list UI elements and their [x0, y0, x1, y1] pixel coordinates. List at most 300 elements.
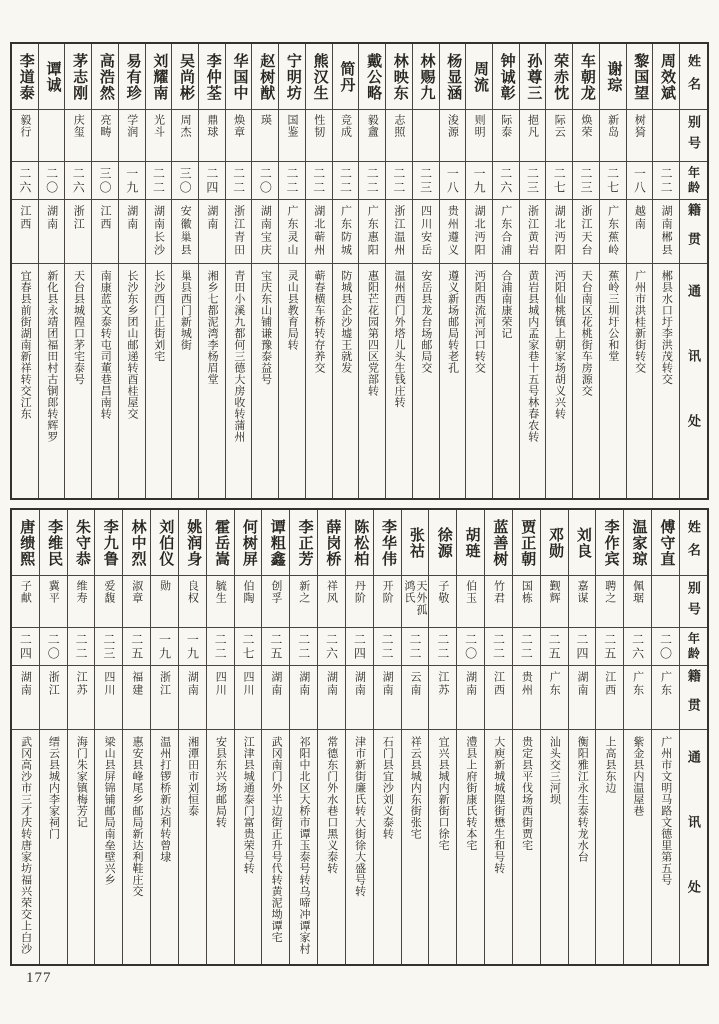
address-cell: [146, 264, 172, 498]
person-column: [595, 510, 623, 964]
row-label-name: [680, 44, 707, 110]
address-cell-text: 惠安县峰尾乡邮局新达利鞋庄交: [130, 736, 143, 897]
alias-cell: [172, 110, 198, 162]
alias-cell: [402, 576, 429, 628]
name-cell-text: 华国中: [231, 52, 248, 101]
name-cell-text: 薛岗桥: [324, 518, 341, 567]
address-cell-text: 广州市文明马路文德里第五号: [659, 736, 672, 886]
alias-cell-text: 竞成: [339, 114, 352, 138]
name-cell: [39, 44, 65, 110]
address-cell-text: 长沙西门正街刘宅: [152, 270, 165, 362]
address-cell-text: 蕲春横车桥转存养交: [313, 270, 326, 374]
name-cell-text: 周流: [471, 60, 488, 93]
name-cell-text: 林映东: [391, 52, 408, 101]
alias-cell: [279, 110, 305, 162]
address-cell-text: 巢县西门新城街: [179, 270, 192, 351]
name-cell: [573, 44, 599, 110]
alias-cell-text: 庆玺: [72, 114, 85, 138]
age-cell: [151, 628, 178, 666]
native-cell-text: 江西: [18, 205, 31, 231]
alias-cell-text: 则明: [473, 114, 486, 138]
name-cell-text: 易有珍: [124, 52, 141, 101]
age-cell-text: 二七: [241, 632, 256, 661]
alias-cell-text: 维寿: [75, 580, 88, 604]
person-column: [12, 44, 38, 498]
name-cell: [290, 510, 317, 576]
age-cell: [12, 162, 38, 200]
native-cell-text: 湖南: [269, 671, 282, 697]
native-cell: [318, 666, 345, 730]
native-cell-text: 湖南宝庆: [259, 205, 272, 257]
name-cell-text: 贾正朝: [519, 518, 536, 567]
name-cell: [226, 44, 252, 110]
page-number: 177: [26, 970, 52, 986]
native-cell-text: 湖北蕲州: [312, 205, 325, 257]
native-cell-text: 四川: [102, 671, 115, 697]
native-cell: [573, 200, 599, 264]
age-cell: [40, 628, 67, 666]
age-cell: [386, 162, 412, 200]
alias-cell: [386, 110, 412, 162]
age-cell: [573, 162, 599, 200]
address-cell: [600, 264, 626, 498]
address-cell-text: 江津县城通泰门富贵荣号转: [242, 736, 255, 874]
person-column: [289, 510, 317, 964]
alias-cell: [179, 576, 206, 628]
alias-cell: [600, 110, 626, 162]
name-cell-text: 李道泰: [17, 52, 34, 101]
alias-cell: [262, 576, 289, 628]
alias-cell: [252, 110, 278, 162]
address-cell: [485, 730, 512, 964]
age-cell: [653, 162, 679, 200]
age-cell-text: 二五: [602, 632, 617, 661]
native-cell: [65, 200, 91, 264]
age-cell: [92, 162, 118, 200]
age-cell-text: 二二: [435, 632, 450, 661]
native-cell: [513, 666, 540, 730]
person-column: [234, 510, 262, 964]
native-cell: [652, 666, 679, 730]
age-cell-text: 二〇: [463, 632, 478, 661]
name-cell-text: 徐源: [435, 526, 452, 559]
person-column: [94, 510, 122, 964]
age-cell: [466, 162, 492, 200]
person-column: [401, 510, 429, 964]
name-cell: [65, 44, 91, 110]
native-cell: [40, 666, 67, 730]
alias-cell-text: 祥风: [325, 580, 338, 604]
alias-cell-text: 瑛: [259, 114, 272, 126]
name-cell: [485, 510, 512, 576]
person-column: [122, 510, 150, 964]
address-cell: [279, 264, 305, 498]
age-cell-text: 二二: [659, 166, 674, 195]
person-column: [118, 44, 145, 498]
age-cell: [546, 162, 572, 200]
age-cell: [520, 162, 546, 200]
alias-cell-text: 光斗: [152, 114, 165, 138]
address-cell: [119, 264, 145, 498]
alias-cell-text: 鼎球: [205, 114, 218, 138]
alias-cell-text: 觐辉: [548, 580, 561, 604]
age-cell: [624, 628, 651, 666]
age-cell-text: 二〇: [44, 166, 59, 195]
native-cell-text: 湖南: [297, 671, 310, 697]
name-cell: [279, 44, 305, 110]
address-cell-text: 防城县企沙墟王就发: [339, 270, 352, 374]
age-cell: [226, 162, 252, 200]
address-cell: [290, 730, 317, 964]
alias-cell-text: 浚源: [446, 114, 459, 138]
native-cell: [653, 200, 679, 264]
native-cell-text: 湖南: [381, 671, 394, 697]
alias-cell-text: 佩琚: [631, 580, 644, 604]
age-cell: [627, 162, 653, 200]
age-cell: [652, 628, 679, 666]
person-column: [358, 44, 385, 498]
address-cell-text: 紫金县内温屋巷: [631, 736, 644, 817]
age-cell: [333, 162, 359, 200]
row-label-native-text: 籍贯: [685, 202, 701, 261]
person-column: [91, 44, 118, 498]
address-cell: [541, 730, 568, 964]
row-label-address: [680, 264, 707, 498]
address-cell: [513, 730, 540, 964]
name-cell-text: 钟诚彰: [498, 52, 515, 101]
age-cell-text: 二〇: [258, 166, 273, 195]
name-cell-text: 李仲荃: [204, 52, 221, 101]
address-cell-text: 蕉岭三圳圩公和堂: [606, 270, 619, 362]
alias-cell: [653, 110, 679, 162]
native-cell-text: 贵州遵义: [446, 205, 459, 257]
age-cell: [596, 628, 623, 666]
alias-cell: [12, 576, 39, 628]
name-cell-text: 刘伯仪: [157, 518, 174, 567]
address-cell: [306, 264, 332, 498]
native-cell: [252, 200, 278, 264]
age-cell: [252, 162, 278, 200]
native-cell-text: 四川安岳: [419, 205, 432, 257]
age-cell-text: 二二: [519, 632, 534, 661]
age-cell: [513, 628, 540, 666]
address-cell: [386, 264, 412, 498]
alias-cell-text: 勋: [158, 580, 171, 592]
address-cell-text: 沔阳西流河河口转交: [473, 270, 486, 374]
age-cell-text: 二七: [552, 166, 567, 195]
alias-cell-text: 挹凡: [526, 114, 539, 138]
native-cell-text: 湖北沔阳: [553, 205, 566, 257]
name-cell: [262, 510, 289, 576]
name-cell: [457, 510, 484, 576]
name-cell-text: 林中烈: [129, 518, 146, 567]
row-label-name-text: 姓名: [685, 53, 701, 100]
native-cell-text: 云南: [409, 671, 421, 697]
address-cell: [402, 730, 429, 964]
name-cell: [119, 44, 145, 110]
address-cell: [95, 730, 122, 964]
person-column: [332, 44, 359, 498]
native-cell-text: 湖南长沙: [152, 205, 165, 257]
alias-cell: [346, 576, 373, 628]
person-column: [385, 44, 412, 498]
person-column: [64, 44, 91, 498]
address-cell-text: 天台县城隍口茅宅泰号: [72, 270, 85, 385]
native-cell: [279, 200, 305, 264]
native-cell-text: 江西: [99, 205, 112, 231]
address-cell: [546, 264, 572, 498]
address-cell-text: 祥云县城内东街张宅: [409, 736, 422, 840]
address-cell-text: 大庾新城城隍街懋生和号转: [492, 736, 505, 874]
name-cell-text: 邓勋: [547, 526, 564, 559]
name-cell: [624, 510, 651, 576]
name-cell-text: 李作宾: [602, 518, 619, 567]
alias-cell: [596, 576, 623, 628]
native-cell: [207, 666, 234, 730]
address-cell: [653, 264, 679, 498]
age-cell: [541, 628, 568, 666]
alias-cell: [306, 110, 332, 162]
address-cell: [440, 264, 466, 498]
row-label-age: [680, 162, 707, 200]
name-cell: [179, 510, 206, 576]
name-cell: [199, 44, 225, 110]
alias-cell-text: 毅行: [18, 114, 31, 138]
alias-cell: [68, 576, 95, 628]
address-cell: [39, 264, 65, 498]
address-cell-text: 惠阳芒花园第四区党部转: [366, 270, 379, 397]
alias-cell: [627, 110, 653, 162]
alias-cell: [95, 576, 122, 628]
alias-cell-text: 良权: [186, 580, 199, 604]
address-cell-text: 武冈高沙市三才庆转唐家坊福兴荣交上白沙: [19, 736, 32, 955]
address-cell: [12, 264, 38, 498]
alias-cell: [493, 110, 519, 162]
person-column: [572, 44, 599, 498]
name-cell-text: 傅守直: [658, 518, 675, 567]
native-cell-text: 湖南: [205, 205, 218, 231]
name-cell: [346, 510, 373, 576]
person-column: [512, 510, 540, 964]
address-cell-text: 遵义新场邮局转老孔: [446, 270, 459, 374]
name-cell-text: 谢琮: [605, 60, 622, 93]
age-cell: [95, 628, 122, 666]
row-label-alias: [680, 110, 707, 162]
age-cell: [279, 162, 305, 200]
age-cell-text: 二六: [71, 166, 86, 195]
alias-cell-text: 伯陶: [242, 580, 255, 604]
age-cell: [457, 628, 484, 666]
alias-cell-text: 伯玉: [464, 580, 477, 604]
alias-cell: [318, 576, 345, 628]
native-cell-text: 广东灵山: [286, 205, 299, 257]
age-cell-text: 二七: [605, 166, 620, 195]
age-cell-text: 一九: [157, 632, 172, 661]
native-cell-text: 广东惠阳: [366, 205, 379, 257]
person-column: [519, 44, 546, 498]
native-cell: [541, 666, 568, 730]
name-cell: [541, 510, 568, 576]
age-cell-text: 二五: [129, 632, 144, 661]
age-cell-text: 二六: [324, 632, 339, 661]
native-cell-text: 广东: [659, 671, 672, 697]
name-cell-text: 张祜: [407, 526, 424, 559]
row-label-age-text: 年龄: [686, 165, 701, 196]
name-cell: [92, 44, 118, 110]
alias-cell-text: 淑章: [130, 580, 143, 604]
name-cell-text: 孙尊三: [525, 52, 542, 101]
name-cell-text: 熊汉生: [311, 52, 328, 101]
age-cell-text: 二二: [151, 166, 166, 195]
alias-cell-text: 开阶: [381, 580, 394, 604]
person-column: [38, 44, 65, 498]
age-cell-text: 二四: [204, 166, 219, 195]
address-cell: [624, 730, 651, 964]
native-cell: [457, 666, 484, 730]
name-cell: [123, 510, 150, 576]
alias-cell: [513, 576, 540, 628]
age-cell: [123, 628, 150, 666]
alias-cell-text: 新岛: [606, 114, 619, 138]
name-cell: [652, 510, 679, 576]
address-cell: [235, 730, 262, 964]
name-cell-text: 简丹: [338, 60, 355, 93]
age-cell-text: 二二: [365, 166, 380, 195]
person-column: [178, 510, 206, 964]
age-cell-text: 二二: [408, 632, 422, 661]
age-cell: [306, 162, 332, 200]
age-cell-text: 二五: [547, 632, 562, 661]
name-cell-text: 杨显涵: [445, 52, 462, 101]
age-cell: [374, 628, 401, 666]
name-cell-text: 宁明坊: [284, 52, 301, 101]
alias-cell-text: 子献: [19, 580, 32, 604]
native-cell: [569, 666, 596, 730]
name-cell-text: 高浩然: [97, 52, 114, 101]
address-cell: [493, 264, 519, 498]
name-cell: [493, 44, 519, 110]
person-column: [540, 510, 568, 964]
person-column: [261, 510, 289, 964]
native-cell-text: 浙江黄岩: [526, 205, 539, 257]
row-label-native: [680, 666, 707, 730]
row-label-native: [680, 200, 707, 264]
native-cell: [199, 200, 225, 264]
age-cell-text: 二二: [285, 166, 300, 195]
address-cell-text: 衡阳雅江永生泰转龙水台: [576, 736, 589, 863]
name-cell-text: 胡琏: [463, 526, 480, 559]
native-cell: [359, 200, 385, 264]
alias-cell: [413, 110, 439, 162]
person-column: [251, 44, 278, 498]
address-cell: [333, 264, 359, 498]
alias-cell-text: 焕章: [232, 114, 245, 138]
alias-cell: [119, 110, 145, 162]
name-cell: [596, 510, 623, 576]
address-cell-text: 广州市洪桂新街转交: [633, 270, 646, 374]
alias-cell: [123, 576, 150, 628]
native-cell: [119, 200, 145, 264]
alias-cell: [92, 110, 118, 162]
person-column: [278, 44, 305, 498]
name-cell: [627, 44, 653, 110]
native-cell: [172, 200, 198, 264]
age-cell-text: 二二: [74, 632, 89, 661]
address-cell-text: 祁阳中北区大桥市谭玉泰号转乌啼冲谭家村: [297, 736, 310, 955]
age-cell-text: 一九: [185, 632, 200, 661]
native-cell-text: 江西: [603, 671, 616, 697]
alias-cell: [235, 576, 262, 628]
person-column: [439, 44, 466, 498]
alias-cell-text: 爱馥: [102, 580, 115, 604]
address-cell-text: 温州打锣桥新达利转曾埭: [158, 736, 171, 863]
row-label-name: [680, 510, 707, 576]
address-cell-text: 梁山县屏锦铺邮局南垒壁兴乡: [103, 736, 116, 886]
name-cell-text: 陈松柏: [352, 518, 369, 567]
address-cell-text: 上高县东边: [604, 736, 617, 794]
person-column: [623, 510, 651, 964]
address-cell: [40, 730, 67, 964]
native-cell: [235, 666, 262, 730]
age-cell-text: 二二: [311, 166, 326, 195]
age-cell-text: 二二: [491, 632, 506, 661]
age-cell-text: 二六: [498, 166, 513, 195]
name-cell-text: 林赐九: [418, 52, 435, 101]
native-cell: [333, 200, 359, 264]
age-cell: [179, 628, 206, 666]
alias-cell-text: 聘之: [603, 580, 616, 604]
alias-cell-text: 国鉴: [286, 114, 299, 138]
native-cell-text: 湖南: [464, 671, 477, 697]
native-cell: [520, 200, 546, 264]
age-cell: [262, 628, 289, 666]
address-cell: [627, 264, 653, 498]
alias-cell: [652, 576, 679, 628]
native-cell: [624, 666, 651, 730]
alias-cell-text: 周杰: [179, 114, 192, 138]
address-cell-text: 海门朱家镇梅芳记: [75, 736, 88, 828]
row-label-address-text: 通讯处: [685, 283, 701, 479]
address-cell: [318, 730, 345, 964]
native-cell: [413, 200, 439, 264]
age-cell-text: 二二: [380, 632, 395, 661]
name-cell: [40, 510, 67, 576]
native-cell: [485, 666, 512, 730]
alias-cell-text: 冀平: [47, 580, 60, 604]
name-cell-text: 李维民: [46, 518, 63, 567]
name-cell-text: 刘耀南: [151, 52, 168, 101]
address-cell: [12, 730, 39, 964]
native-cell: [226, 200, 252, 264]
alias-cell: [207, 576, 234, 628]
native-cell: [306, 200, 332, 264]
alias-cell: [40, 576, 67, 628]
name-cell: [207, 510, 234, 576]
age-cell: [569, 628, 596, 666]
alias-cell-text: 际云: [553, 114, 566, 138]
alias-cell-text: 嘉谋: [575, 580, 588, 604]
alias-cell: [457, 576, 484, 628]
alias-cell: [440, 110, 466, 162]
name-cell-text: 何树屏: [240, 518, 257, 567]
row-label-name-text: 姓名: [685, 519, 701, 566]
native-cell-text: 安徽巢县: [179, 205, 192, 257]
native-cell-text: 浙江: [47, 671, 60, 697]
address-cell-text: 常德东门外水巷口黑义泰转: [325, 736, 338, 874]
native-cell: [429, 666, 456, 730]
name-cell: [235, 510, 262, 576]
age-cell-text: 二三: [418, 166, 433, 195]
